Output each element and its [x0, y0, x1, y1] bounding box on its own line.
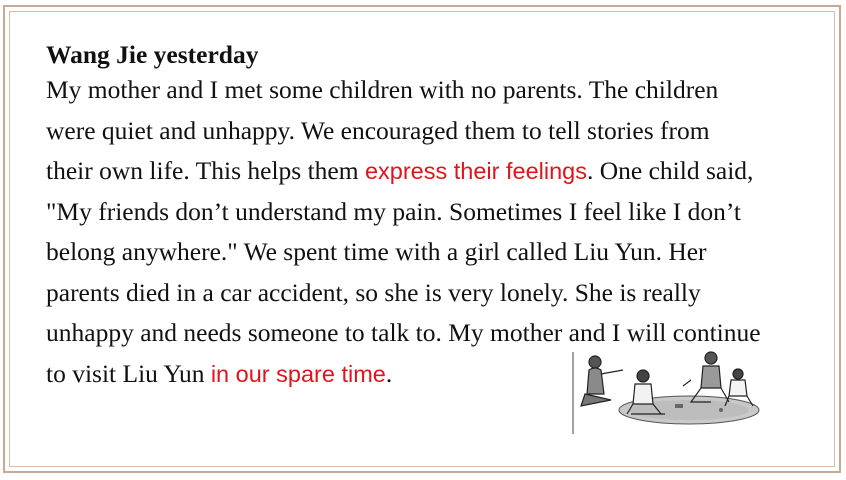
highlight-express-feelings: express their feelings — [364, 158, 587, 184]
passage-line-4: "My friends don’t understand my pain. Sometimes I feel like I don’t — [46, 196, 742, 226]
children-sitting-illustration — [571, 350, 761, 434]
passage-line-8-end: . — [385, 358, 393, 388]
passage-line-3-start: their own life. This helps them — [46, 156, 365, 185]
passage-line-1: My mother and I met some children with no parents. The children — [46, 75, 719, 104]
passage-line-8-start: to visit Liu Yun — [46, 358, 211, 388]
passage-line-3 — [46, 151, 841, 192]
passage-line-5: belong anywhere." We spent time with a girl called Liu Yun. Her — [46, 237, 707, 266]
passage-line-6: parents died in a car accident, so she is very lonely. She is really — [46, 277, 701, 307]
passage-title: Wang Jie yesterday — [46, 40, 259, 69]
passage-line-3-end: . One child said, — [587, 156, 754, 185]
highlight-spare-time: in our spare time — [210, 360, 386, 387]
mother-figure — [581, 356, 623, 406]
passage — [46, 40, 841, 394]
passage-line-7: unhappy and needs someone to talk to. My mother and I will continue — [46, 318, 761, 347]
passage-line-2: were quiet and unhappy. We encouraged them to tell stories from — [46, 115, 710, 145]
child-figure-right — [683, 352, 729, 402]
